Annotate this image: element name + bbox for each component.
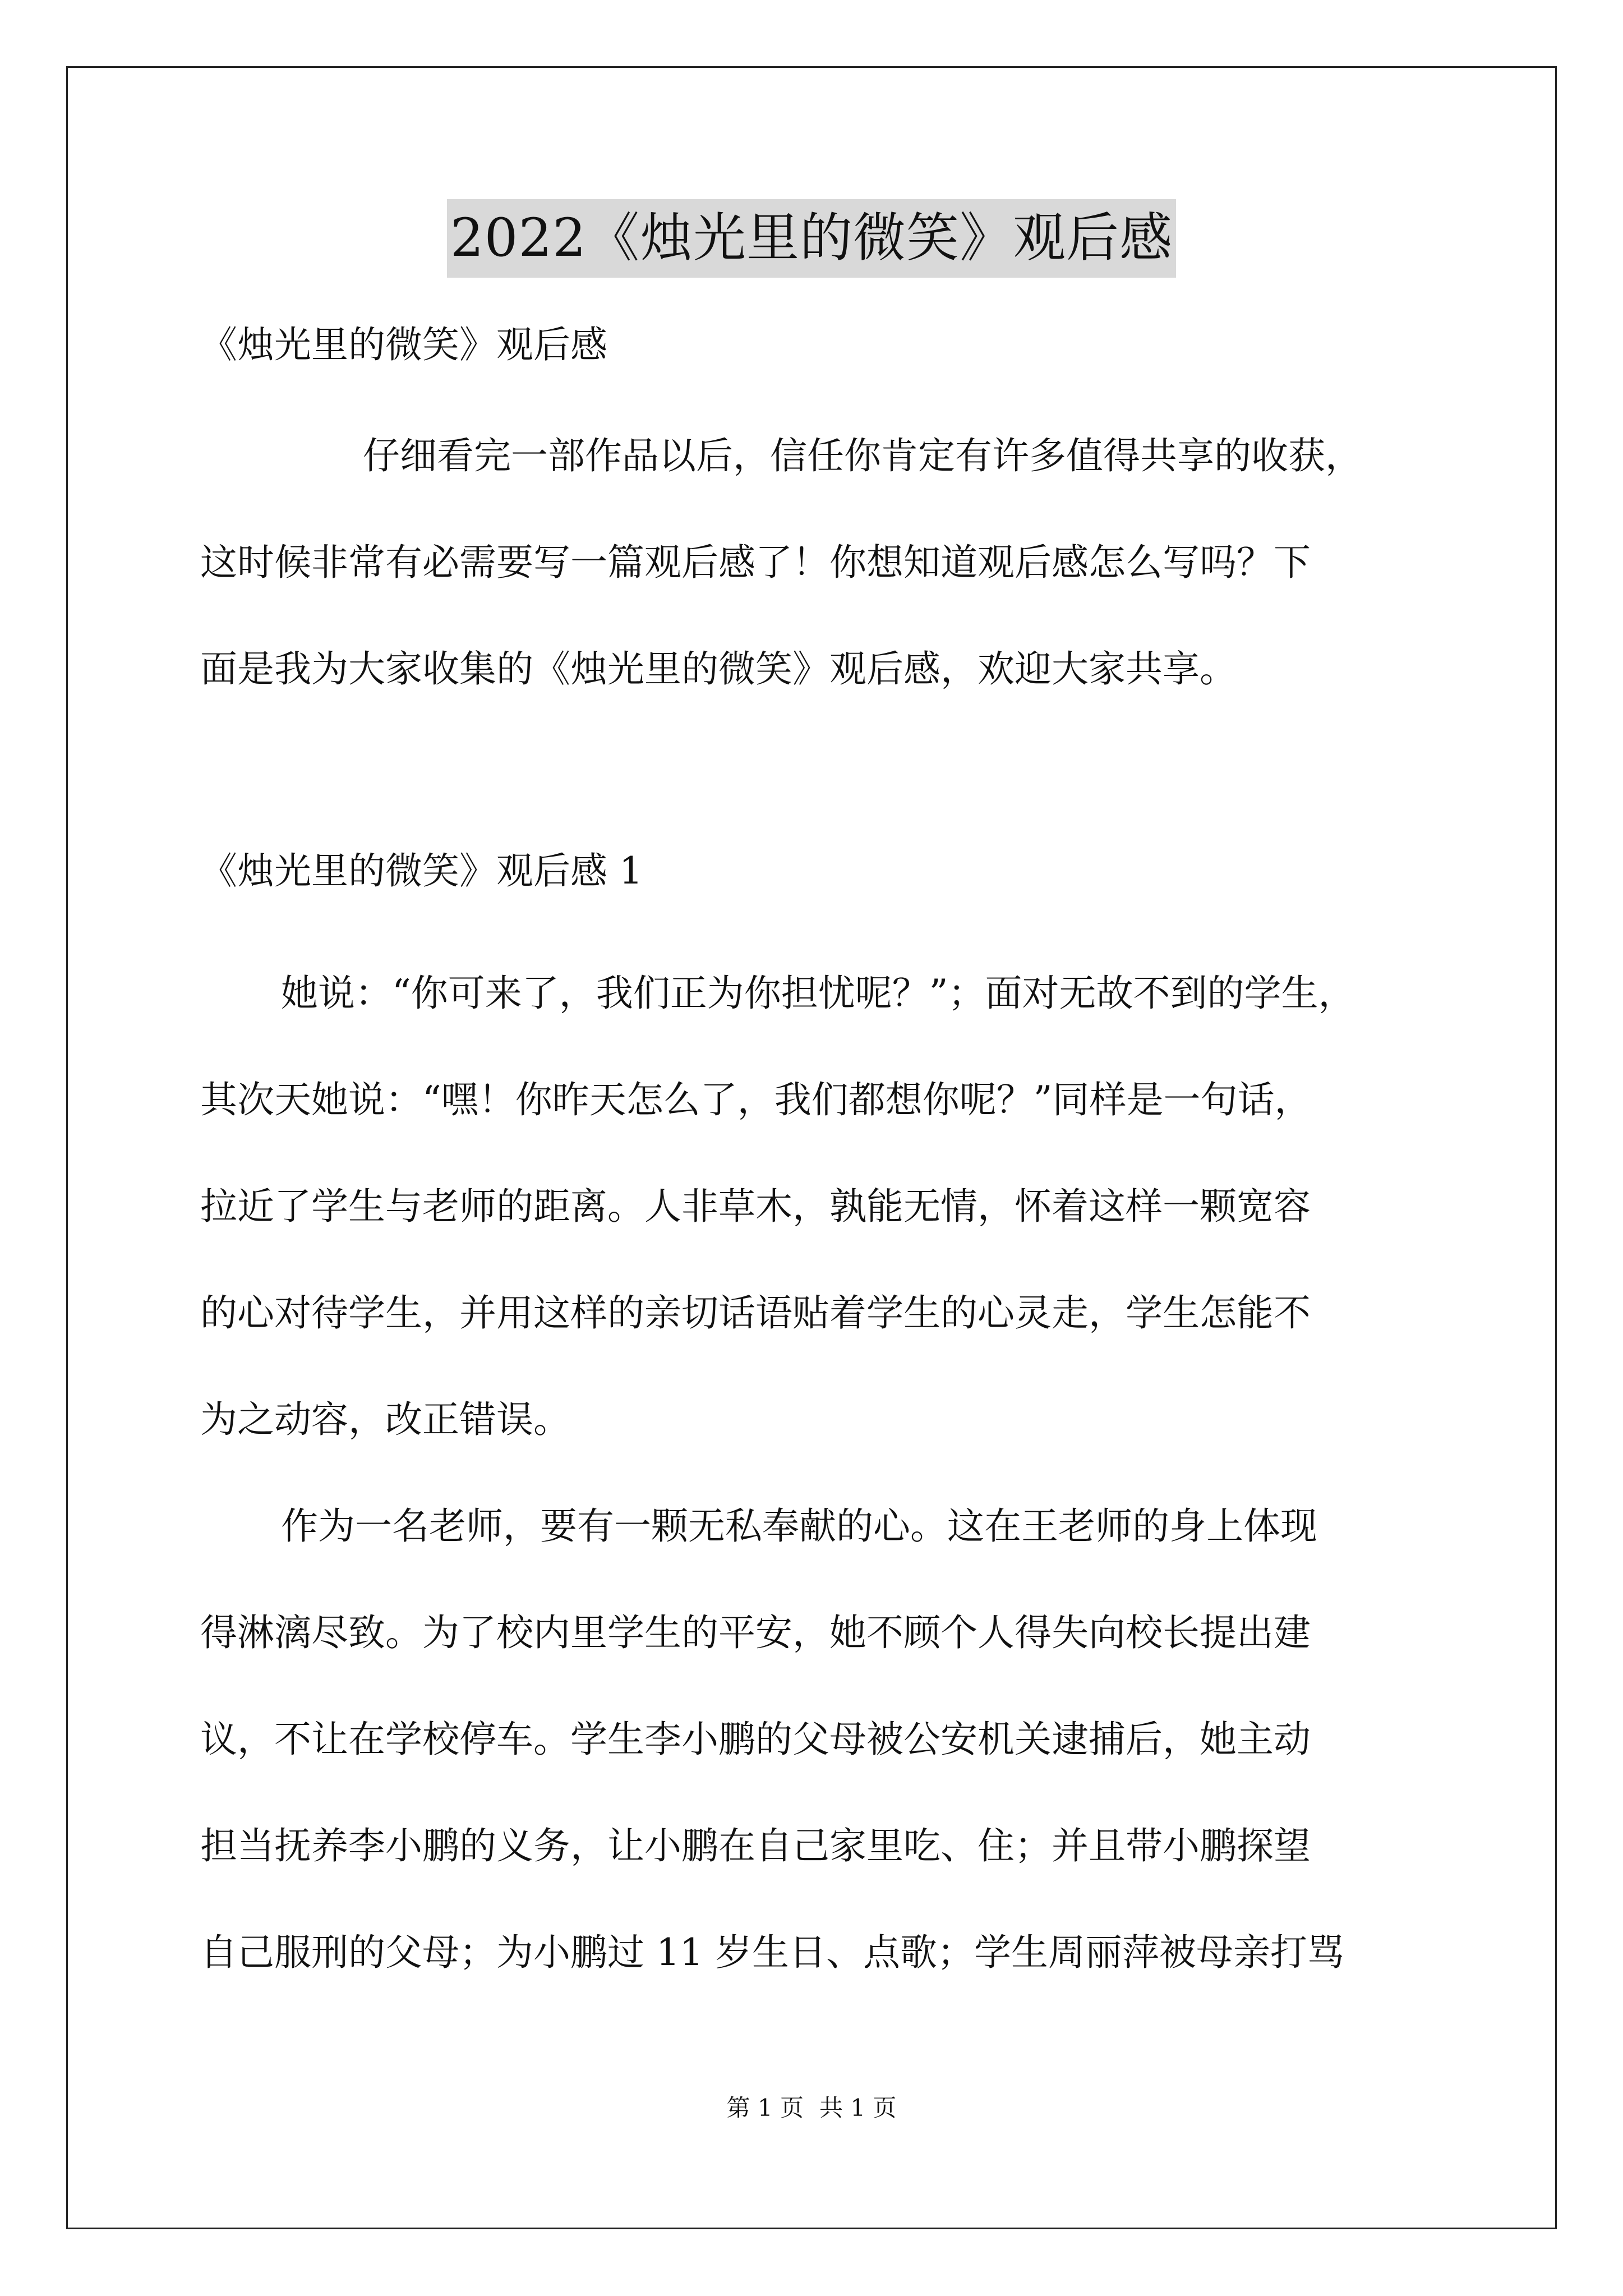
paragraph-line: 为之动容，改正错误。 [200, 1398, 570, 1441]
page-footer [0, 2091, 1623, 2125]
intro-line: 面是我为大家收集的《烛光里的微笑》观后感，欢迎大家共享。 [200, 647, 1237, 691]
title-container [0, 199, 1623, 278]
paragraph-1 [200, 940, 1434, 1473]
paragraph-line: 作为一名老师，要有一颗无私奉献的心。这在王老师的身上体现 [281, 1504, 1317, 1548]
section-heading: 《烛光里的微笑》观后感 1 [200, 849, 643, 892]
page-number-current: 第 1 页 [726, 2094, 804, 2122]
document-subtitle: 《烛光里的微笑》观后感 [200, 323, 607, 366]
paragraph-line: 得淋漓尽致。为了校内里学生的平安，她不顾个人得失向校长提出建 [200, 1611, 1311, 1654]
paragraph-line: 其次天她说：“嘿！你昨天怎么了，我们都想你呢？”同样是一句话， [200, 1078, 1312, 1121]
intro-line: 这时候非常有必需要写一篇观后感了！你想知道观后感怎么写吗？下 [200, 541, 1311, 584]
paragraph-line: 的心对待学生，并用这样的亲切话语贴着学生的心灵走，学生怎能不 [200, 1291, 1311, 1335]
document-body [200, 314, 1434, 2006]
paragraph-line: 她说：“你可来了，我们正为你担忧呢？”；面对无故不到的学生， [281, 972, 1355, 1015]
paragraph-line: 拉近了学生与老师的距离。人非草木，孰能无情，怀着这样一颗宽容 [200, 1185, 1311, 1228]
document-title: 2022《烛光里的微笑》观后感 [447, 199, 1176, 278]
page-number-total: 共 1 页 [819, 2094, 897, 2122]
paragraph-line: 议，不让在学校停车。学生李小鹏的父母被公安机关逮捕后，她主动 [200, 1718, 1311, 1761]
intro-paragraph [200, 403, 1434, 723]
paragraph-line: 自己服刑的父母；为小鹏过 11 岁生日、点歌；学生周丽萍被母亲打骂 [200, 1931, 1344, 1974]
paragraph-2 [200, 1473, 1434, 2006]
paragraph-line: 担当抚养李小鹏的义务，让小鹏在自己家里吃、住；并且带小鹏探望 [200, 1824, 1311, 1867]
intro-line: 仔细看完一部作品以后，信任你肯定有许多值得共享的收获， [363, 434, 1362, 477]
